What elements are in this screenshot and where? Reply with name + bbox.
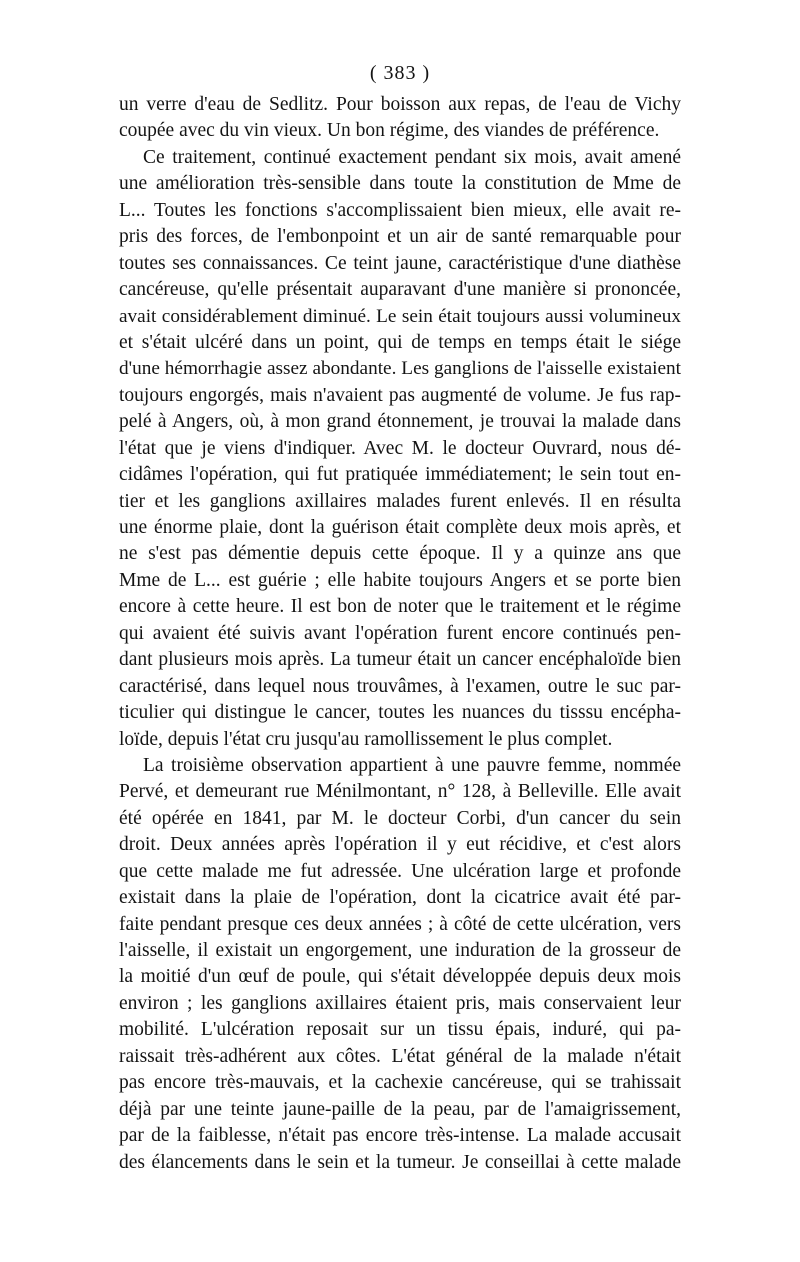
text-line: pelé à Angers, où, à mon grand étonnement, je trouvai la malade dans (119, 411, 681, 433)
text-line: avait considérablement diminué. Le sein était toujours aussi volumineux (119, 305, 681, 327)
text-line: Ce traitement, continué exactement pendant six mois, avait amené (143, 146, 681, 168)
text-line: faite pendant presque ces deux années ; à côté de cette ulcération, vers (119, 913, 681, 935)
text-line: d'une hémorrhagie assez abondante. Les ganglions de l'aisselle existaient (119, 358, 681, 380)
text-line: par de la faiblesse, n'était pas encore très-intense. La malade accusait (119, 1125, 681, 1147)
text-line: une amélioration très-sensible dans toute la constitution de Mme de (119, 173, 681, 195)
text-line: toujours engorgés, mais n'avaient pas augmenté de volume. Je fus rap- (119, 384, 681, 406)
text-line: ticulier qui distingue le cancer, toutes les nuances du tisssu encépha- (119, 702, 681, 724)
text-line: droit. Deux années après l'opération il y eut récidive, et c'est alors (119, 834, 681, 856)
text-line: ne s'est pas démentie depuis cette époque. Il y a quinze ans que (119, 543, 681, 565)
text-line: tier et les ganglions axillaires malades furent enlevés. Il en résulta (119, 490, 681, 512)
text-line: caractérisé, dans lequel nous trouvâmes, à l'examen, outre le suc par- (119, 675, 681, 697)
text-line: l'aisselle, il existait un engorgement, une induration de la grosseur de (119, 940, 681, 961)
text-line: dant plusieurs mois après. La tumeur était un cancer encéphaloïde bien (119, 649, 681, 671)
text-line: déjà par une teinte jaune-paille de la peau, par de l'amaigrissement, (119, 1098, 681, 1120)
text-line: existait dans la plaie de l'opération, dont la cicatrice avait été par- (119, 887, 681, 909)
text-line: qui avaient été suivis avant l'opération furent encore continués pen- (119, 622, 681, 644)
text-line: cidâmes l'opération, qui fut pratiquée immédiatement; le sein tout en- (119, 464, 681, 486)
text-line: que cette malade me fut adressée. Une ulcération large et profonde (119, 860, 681, 882)
text-line: pris des forces, de l'embonpoint et un air de santé remarquable pour (119, 226, 681, 248)
text-line: la moitié d'un œuf de poule, qui s'était développée depuis deux mois (119, 966, 681, 988)
page-number: ( 383 ) (369, 62, 431, 84)
text-line: été opérée en 1841, par M. le docteur Corbi, d'un cancer du sein (119, 807, 681, 829)
body-text (119, 92, 681, 1176)
text-line: La troisième observation appartient à une pauvre femme, nommée (143, 754, 681, 776)
text-line: Pervé, et demeurant rue Ménilmontant, n° 128, à Belleville. Elle avait (119, 781, 681, 803)
text-line: encore à cette heure. Il est bon de noter que le traitement et le régime (119, 596, 681, 618)
text-line: un verre d'eau de Sedlitz. Pour boisson aux repas, de l'eau de Vichy (119, 94, 681, 115)
text-line: environ ; les ganglions axillaires étaient pris, mais conservaient leur (119, 992, 681, 1014)
text-line: une énorme plaie, dont la guérison était complète deux mois après, et (119, 517, 681, 538)
text-line: raissait très-adhérent aux côtes. L'état général de la malade n'était (119, 1045, 681, 1067)
text-line: L... Toutes les fonctions s'accomplissaient bien mieux, elle avait re- (119, 199, 681, 221)
text-line: pas encore très-mauvais, et la cachexie cancéreuse, qui se trahissait (119, 1072, 681, 1094)
text-line: loïde, depuis l'état cru jusqu'au ramollissement le plus complet. (119, 728, 613, 750)
text-line: et s'était ulcéré dans un point, qui de temps en temps était le siége (119, 331, 681, 353)
text-line: des élancements dans le sein et la tumeur. Je conseillai à cette malade (119, 1151, 681, 1173)
text-line: coupée avec du vin vieux. Un bon régime, des viandes de préférence. (119, 120, 660, 142)
text-line: toutes ses connaissances. Ce teint jaune, caractéristique d'une diathèse (119, 252, 681, 274)
text-line: Mme de L... est guérie ; elle habite toujours Angers et se porte bien (119, 569, 681, 591)
text-line: mobilité. L'ulcération reposait sur un tissu épais, induré, qui pa- (119, 1019, 681, 1041)
text-line: cancéreuse, qu'elle présentait auparavant d'une manière si prononcée, (119, 279, 681, 301)
text-line: l'état que je viens d'indiquer. Avec M. le docteur Ouvrard, nous dé- (119, 437, 681, 459)
